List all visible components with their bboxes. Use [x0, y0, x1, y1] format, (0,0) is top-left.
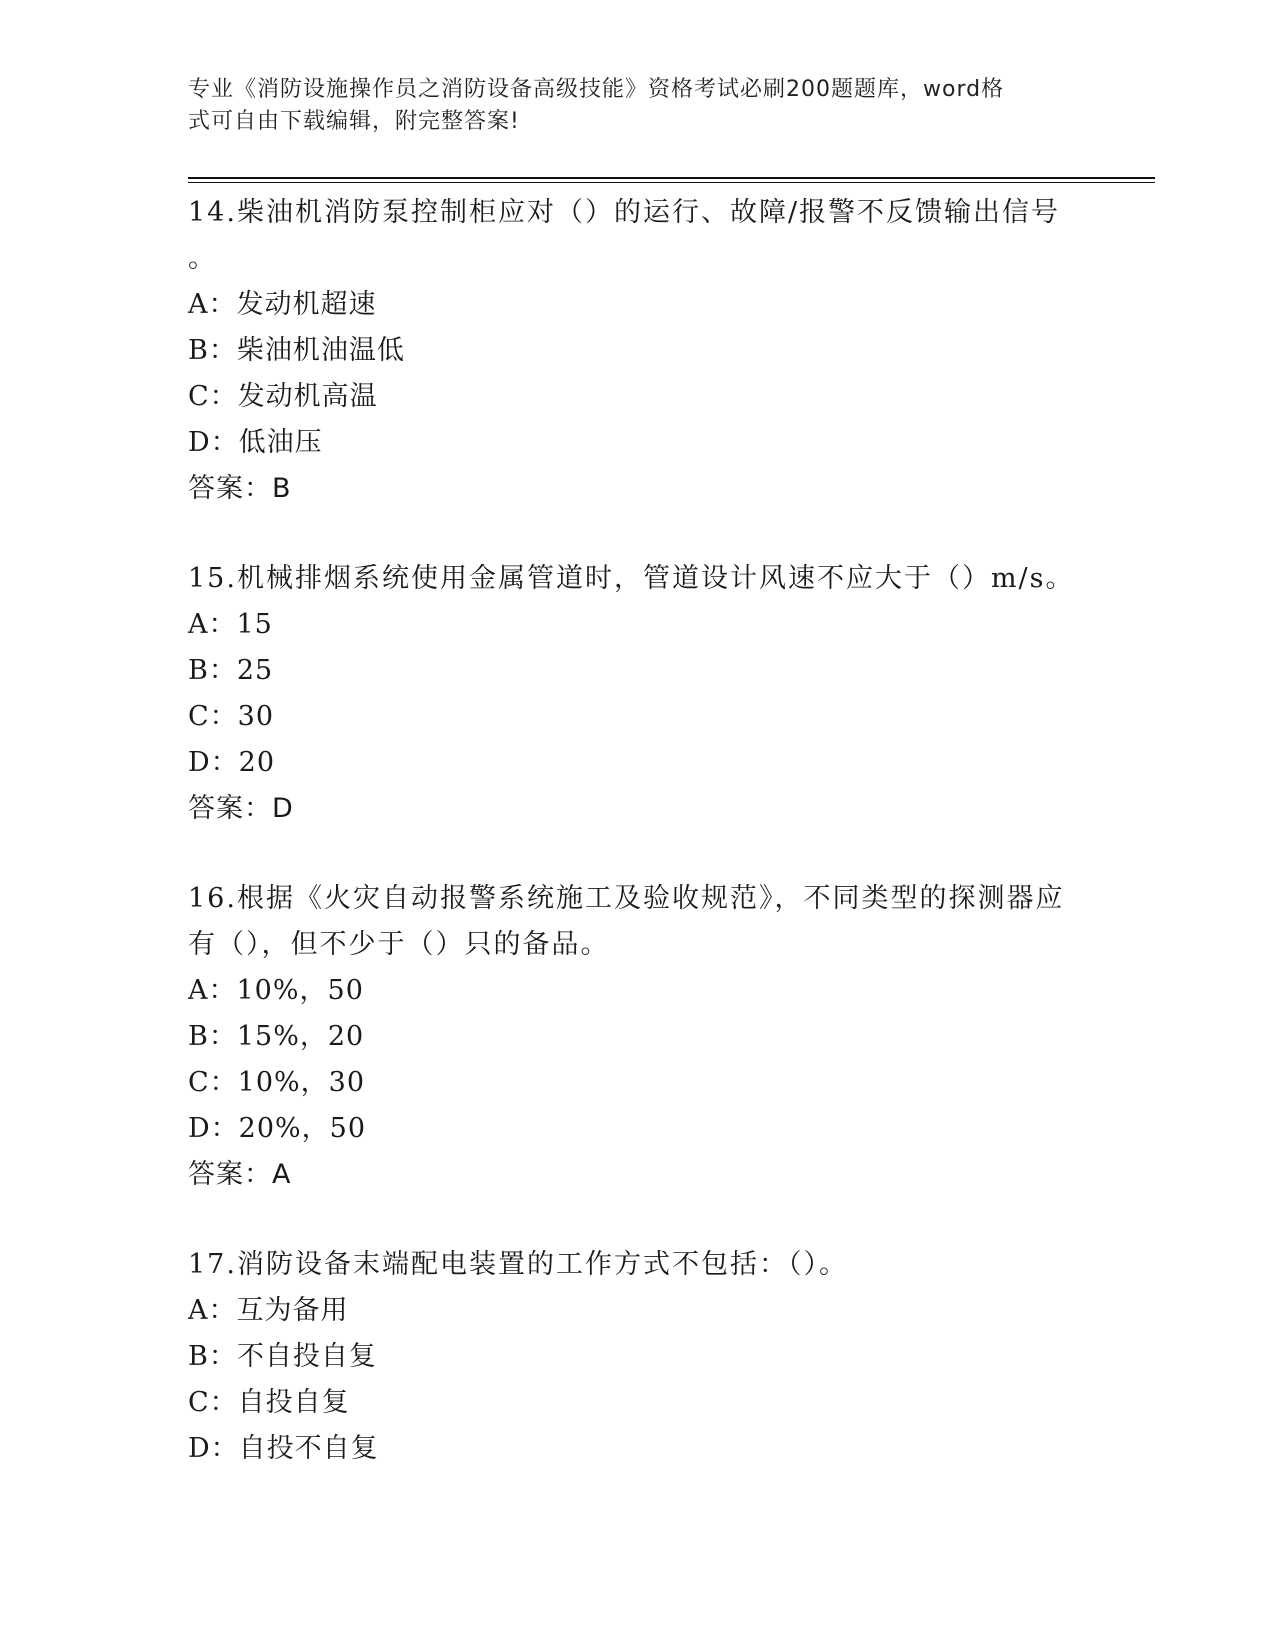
option-a — [188, 602, 1088, 648]
option-text: 20%，50 — [238, 1113, 367, 1144]
option-b — [188, 648, 1088, 694]
header-divider-thick — [188, 177, 1155, 179]
option-a — [188, 968, 1088, 1014]
header-line-2: 式可自由下载编辑，附完整答案! — [188, 109, 520, 134]
option-text: 发动机高温 — [237, 381, 378, 412]
option-text: 不自投自复 — [236, 1341, 377, 1372]
option-key: A： — [188, 1295, 237, 1326]
option-c — [188, 1060, 1088, 1106]
question-16 — [188, 876, 1088, 1198]
answer-line: 答案：A — [188, 1159, 292, 1190]
option-key: C： — [188, 1067, 238, 1098]
option-text: 自投自复 — [237, 1387, 350, 1418]
option-key: C： — [188, 381, 238, 412]
option-key: D： — [188, 1433, 239, 1464]
option-key: D： — [188, 1113, 239, 1144]
option-text: 15 — [236, 609, 273, 640]
question-stem-continued: 。 — [188, 243, 217, 274]
question-stem: 17.消防设备末端配电装置的工作方式不包括：（）。 — [188, 1249, 848, 1280]
option-key: C： — [188, 701, 238, 732]
option-key: B： — [188, 1021, 237, 1052]
option-d — [188, 420, 1088, 466]
header-line-1: 专业《消防设施操作员之消防设备高级技能》资格考试必刷200题题库，word格 — [188, 77, 1005, 102]
option-a — [188, 1288, 1088, 1334]
option-c — [188, 694, 1088, 740]
option-text: 20 — [238, 747, 276, 778]
question-stem-continued: 有（），但不少于（）只的备品。 — [188, 929, 610, 960]
option-text: 10%，30 — [237, 1067, 366, 1098]
option-key: D： — [188, 747, 239, 778]
option-b — [188, 1014, 1088, 1060]
option-key: B： — [188, 335, 237, 366]
option-b — [188, 1334, 1088, 1380]
option-key: A： — [188, 289, 237, 320]
option-text: 10%，50 — [236, 975, 364, 1006]
option-text: 发动机超速 — [236, 289, 377, 320]
option-key: B： — [188, 1341, 237, 1372]
question-stem: 14.柴油机消防泵控制柜应对（）的运行、故障/报警不反馈输出信号 — [188, 197, 1061, 228]
option-text: 互为备用 — [236, 1295, 349, 1326]
option-b — [188, 328, 1088, 374]
document-header — [188, 74, 1068, 138]
option-text: 25 — [236, 655, 274, 686]
question-list — [188, 190, 1088, 1472]
header-divider-thin — [188, 182, 1155, 183]
option-text: 30 — [237, 701, 275, 732]
option-c — [188, 1380, 1088, 1426]
question-stem: 15.机械排烟系统使用金属管道时，管道设计风速不应大于（）m/s。 — [188, 563, 1075, 594]
question-17 — [188, 1242, 1088, 1472]
option-text: 低油压 — [238, 427, 323, 458]
option-key: A： — [188, 609, 237, 640]
answer-line: 答案：D — [188, 793, 294, 824]
question-stem: 16.根据《火灾自动报警系统施工及验收规范》，不同类型的探测器应 — [188, 883, 1065, 914]
option-text: 柴油机油温低 — [236, 335, 405, 366]
option-c — [188, 374, 1088, 420]
answer-line: 答案：B — [188, 473, 292, 504]
option-text: 15%，20 — [236, 1021, 365, 1052]
option-key: C： — [188, 1387, 238, 1418]
option-key: A： — [188, 975, 237, 1006]
question-14 — [188, 190, 1088, 512]
option-a — [188, 282, 1088, 328]
question-15 — [188, 556, 1088, 832]
option-key: B： — [188, 655, 237, 686]
option-d — [188, 1106, 1088, 1152]
option-key: D： — [188, 427, 239, 458]
option-text: 自投不自复 — [238, 1433, 379, 1464]
option-d — [188, 740, 1088, 786]
option-d — [188, 1426, 1088, 1472]
